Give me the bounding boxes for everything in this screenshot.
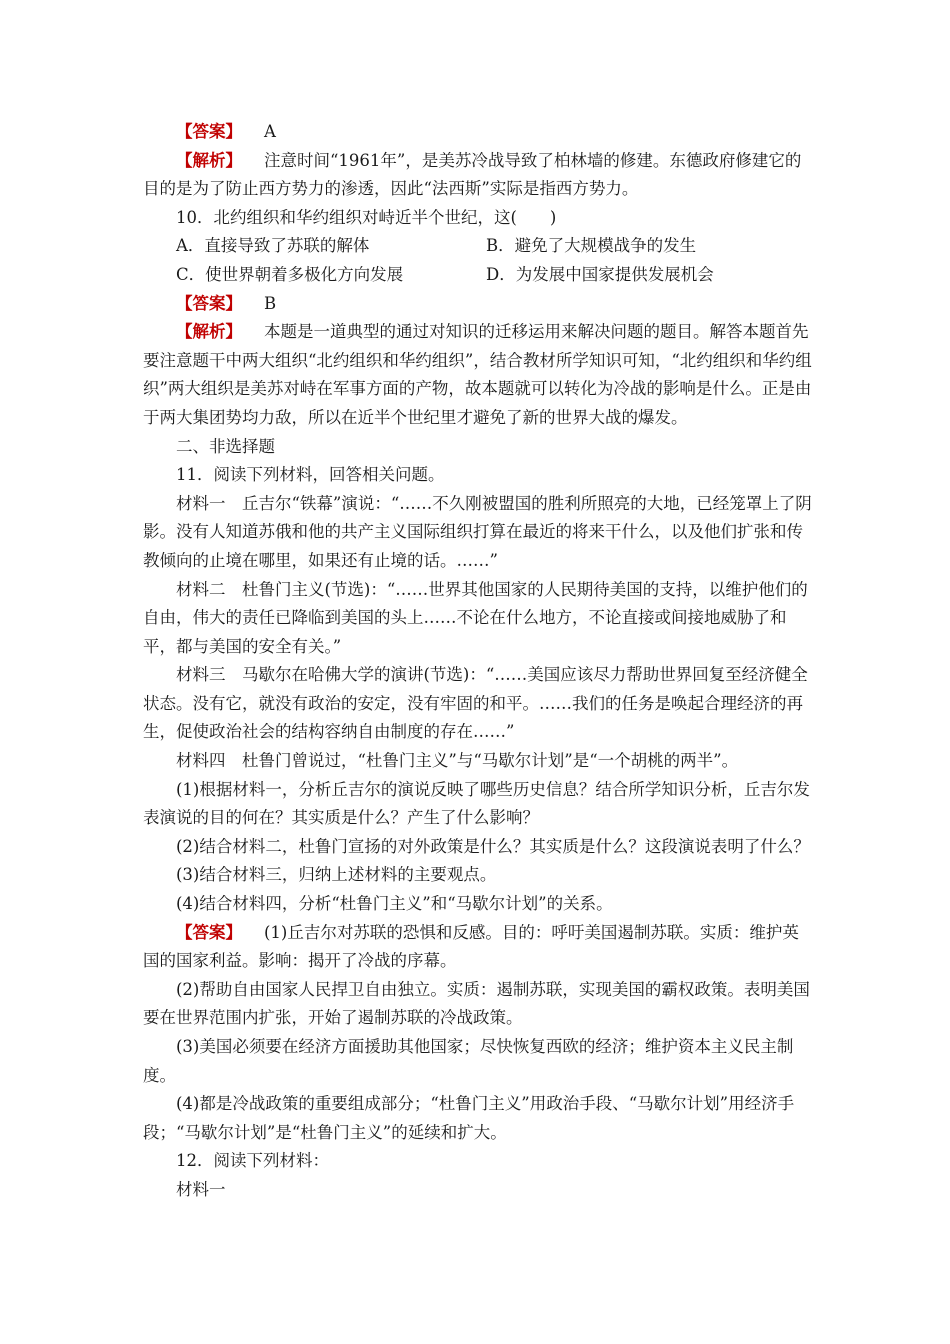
- q12-stem: 12．阅读下列材料：: [176, 1151, 329, 1171]
- q9-analysis: [143, 147, 815, 204]
- option-c: C．使世界朝着多极化方向发展: [176, 264, 404, 284]
- answer-tag: 【答案】: [176, 293, 242, 313]
- q11-answer-2: (2)帮助自由国家人民捍卫自由独立。实质：遏制苏联，实现美国的霸权政策。表明美国要在世界范围内扩张，开始了遏制苏联的冷战政策。: [143, 979, 810, 1028]
- analysis-tag: 【解析】: [176, 322, 242, 342]
- analysis-text: 注意时间“1961年”，是美苏冷战导致了柏林墙的修建。东德政府修建它的目的是为了防止西方势力的渗透，因此“法西斯”实际是指西方势力。: [143, 150, 802, 199]
- q12-material-1: 材料一: [176, 1179, 226, 1199]
- q11-answer-4: (4)都是冷战政策的重要组成部分；“杜鲁门主义”用政治手段、“马歇尔计划”用经济手段；“马歇尔计划”是“杜鲁门主义”的延续和扩大。: [143, 1094, 795, 1142]
- q10-options-row-2: [143, 261, 815, 290]
- q10-options-row-1: [143, 232, 815, 261]
- q11-material-2: 材料二 杜鲁门主义(节选)：“……世界其他国家的人民期待美国的支持，以维护他们的自由，伟大的责任已降临到美国的头上……不论在什么地方，不论直接或间接地威胁了和平，都与美国的安全有关。”: [143, 579, 808, 656]
- answer-text: (1)丘吉尔对苏联的恐惧和反感。目的：呼吁美国遏制苏联。实质：维护英国的国家利益。影响：揭开了冷战的序幕。: [143, 922, 799, 971]
- q11-question-3: (3)结合材料三，归纳上述材料的主要观点。: [176, 865, 497, 885]
- answer-tag: 【答案】: [176, 922, 242, 942]
- option-a: A．直接导致了苏联的解体: [176, 236, 370, 256]
- q11-question-4: (4)结合材料四，分析“杜鲁门主义”和“马歇尔计划”的关系。: [176, 894, 613, 914]
- q10-stem: 10．北约组织和华约组织对峙近半个世纪，这( ): [176, 207, 557, 227]
- option-b: B．避免了大规模战争的发生: [486, 236, 697, 256]
- q10-answer: [143, 290, 815, 319]
- answer-tag: 【答案】: [176, 122, 242, 141]
- q11-question-2: (2)结合材料二，杜鲁门宣扬的对外政策是什么？其实质是什么？这段演说表明了什么？: [176, 836, 810, 856]
- section-heading: 二、非选择题: [176, 436, 275, 456]
- answer-text: B: [264, 293, 277, 313]
- q11-material-3: 材料三 马歇尔在哈佛大学的演讲(节选)：“……美国应该尽力帮助世界回复至经济健全状态。没有它，就没有政治的安定，没有牢固的和平。……我们的任务是唤起合理经济的再生，促使政治社会的结构容纳自由制度的存在……”: [143, 665, 808, 742]
- q11-answer-3: (3)美国必须要在经济方面援助其他国家；尽快恢复西欧的经济；维护资本主义民主制度。: [143, 1037, 794, 1085]
- q9-answer: [143, 118, 815, 147]
- q11-question-1: (1)根据材料一，分析丘吉尔的演说反映了哪些历史信息？结合所学知识分析，丘吉尔发表演说的目的何在？其实质是什么？产生了什么影响？: [143, 779, 810, 828]
- analysis-tag: 【解析】: [176, 150, 242, 170]
- q11-answer-1: [143, 919, 815, 976]
- q10-analysis: [143, 318, 815, 432]
- analysis-text: 本题是一道典型的通过对知识的迁移运用来解决问题的题目。解答本题首先要注意题干中两大组织“北约组织和华约组织”，结合教材所学知识可知，“北约组织和华约组织”两大组织是美苏对峙在军事方面的产物，故本题就可以转化为冷战的影响是什么。正是由于两大集团势均力敌，所以在近半个世纪里才避免了新的世界大战的爆发。: [143, 322, 812, 427]
- document-body: [143, 118, 815, 1205]
- option-d: D．为发展中国家提供发展机会: [486, 264, 714, 284]
- q11-material-1: 材料一 丘吉尔“铁幕”演说：“……不久刚被盟国的胜利所照亮的大地，已经笼罩上了阴影。没有人知道苏俄和他的共产主义国际组织打算在最近的将来干什么，以及他们扩张和传教倾向的止境在哪里，如果还有止境的话。……”: [143, 493, 812, 570]
- answer-text: A: [264, 122, 276, 141]
- q11-material-4: 材料四 杜鲁门曾说过，“杜鲁门主义”与“马歇尔计划”是“一个胡桃的两半”。: [176, 751, 739, 771]
- q11-stem: 11．阅读下列材料，回答相关问题。: [176, 465, 445, 485]
